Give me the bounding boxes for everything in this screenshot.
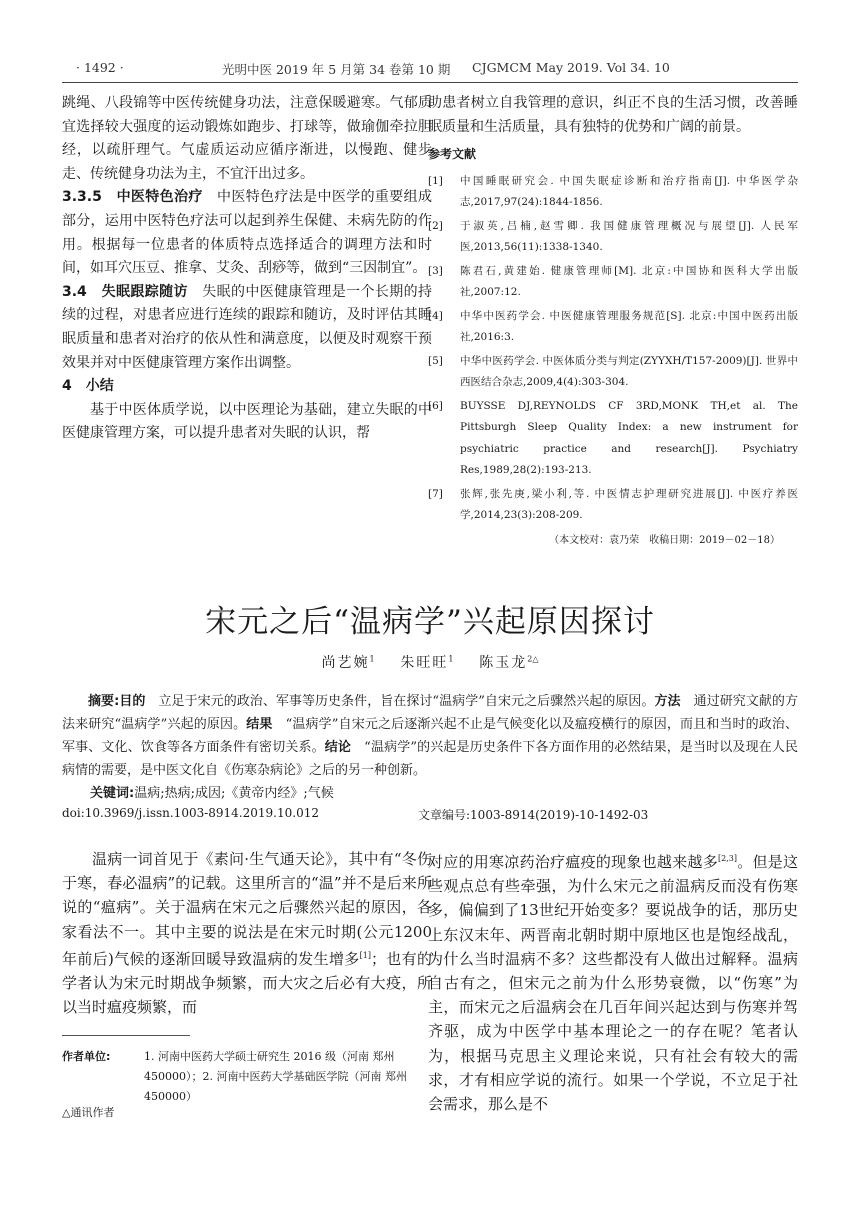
reference-item bbox=[428, 396, 798, 482]
paragraph: 温病一词首见于《素问·生气通天论》，其中有“冬伤于寒，春必温病”的记载。这里所言的“温”并不是后来所说的“瘟病”。关于温病在宋元之后骤然兴起的原因，各家看法不一。其中主要的说法是在宋元时期(公元1200年前后)气候的逐渐回暖导致温病的发生增多[1]；也有的学者认为宋元时期战争频繁，而大灾之后必有大疫，所以当时瘟疫频繁，而 bbox=[62, 850, 432, 1017]
section-text: 失眠的中医健康管理是一个长期的持续的过程，对患者应进行连续的跟踪和随访，及时评估其睡眠质量和患者对治疗的依从性和满意度，以便及时观察干预效果并对中医健康管理方案作出调整。 bbox=[62, 283, 432, 371]
reference-text: 陈君石,黄建始. 健康管理师[M]. 北京:中国协和医科大学出版社,2007:12. bbox=[460, 264, 798, 299]
left-column-top bbox=[62, 92, 432, 446]
reference-number: [1] bbox=[428, 174, 443, 187]
section-4-heading: 4 小结 bbox=[62, 378, 114, 395]
reference-item bbox=[428, 351, 798, 394]
paragraph: 助患者树立自我管理的意识，纠正不良的生活习惯，改善睡眠质量和生活质量，具有独特的优势和广阔的前景。 bbox=[428, 95, 798, 135]
reference-number: [3] bbox=[428, 264, 443, 277]
reference-text: 中国睡眠研究会. 中国失眠症诊断和治疗指南[J]. 中华医学杂志,2017,97(24):1844-1856. bbox=[460, 174, 798, 209]
header-rule bbox=[62, 82, 798, 83]
keywords: 关键词:温病;热病;成因;《黄帝内经》;气候 bbox=[90, 786, 334, 801]
paragraph: 对应的用寒凉药治疗瘟疫的现象也越来越多[2,3]。但是这些观点总有些牵强，为什么宋元之前温病反而没有伤寒多，偏偏到了13世纪开始变多？要说战争的话，那历史上东汉末年、两晋南北朝时期中原地区也是饱经战乱，为什么当时温病不多？这些都没有人做出过解释。温病自古有之，但宋元之前为什么形势衰微，以“伤寒”为主，而宋元之后温病会在几百年间兴起达到与伤寒并驾齐驱，成为中医学中基本理论之一的存在呢？笔者认为，根据马克思主义理论来说，只有社会有较大的需求，才有相应学说的流行。如果一个学说，不立足于社会需求，那么是不 bbox=[428, 853, 798, 1114]
references-heading: 参考文献 bbox=[428, 147, 477, 162]
reference-text: 中华中医药学会. 中医体质分类与判定(ZYYXH/T157-2009)[J]. 世界中西医结合杂志,2009,4(4):303-304. bbox=[460, 354, 798, 389]
reference-item bbox=[428, 171, 798, 214]
page-number: · 1492 · bbox=[76, 60, 124, 75]
reference-item bbox=[428, 261, 798, 304]
reference-number: [2] bbox=[428, 219, 443, 232]
journal-name-en: CJGMCM May 2019. Vol 34. 10 bbox=[472, 60, 670, 75]
reference-item bbox=[428, 216, 798, 259]
author-name: 陈玉龙 bbox=[479, 655, 528, 671]
journal-name-cn: 光明中医 2019 年 5 月第 34 卷第 10 期 bbox=[222, 62, 451, 77]
author-list: 尚艺婉$^1$ 朱旺旺$^1$ 陈玉龙$^{2\triangle}$ bbox=[321, 654, 539, 671]
editor-note: （本文校对：袁乃荣 收稿日期：2019－02－18） bbox=[549, 534, 780, 546]
author-name: 尚艺婉 bbox=[321, 655, 370, 671]
author-name: 朱旺旺 bbox=[400, 655, 449, 671]
section-heading: 3.4 失眠跟踪随访 bbox=[62, 283, 188, 300]
paragraph: 跳绳、八段锦等中医传统健身功法，注意保暖避寒。气郁质宜选择较大强度的运动锻炼如跑步、打球等，做瑜伽牵拉胆经，以疏肝理气。气虚质运动应循序渐进，以慢跑、健步走、传统健身功法为主，不宜汗出过多。 bbox=[62, 95, 432, 182]
footnote-label: 作者单位: bbox=[62, 1050, 111, 1063]
reference-text: 中华中医药学会. 中医健康管理服务规范[S]. 北京:中国中医药出版社,2016:3. bbox=[460, 309, 798, 344]
section-heading: 3.3.5 中医特色治疗 bbox=[62, 189, 203, 206]
reference-text: 于淑英,吕楠,赵雪卿. 我国健康管理概况与展望[J]. 人民军医,2013,56(11):1338-1340. bbox=[460, 219, 798, 254]
section-3-3-5 bbox=[62, 186, 432, 280]
right-column-top bbox=[428, 92, 798, 552]
reference-number: [7] bbox=[428, 487, 443, 500]
article-number: 文章编号:1003-8914(2019)-10-1492-03 bbox=[418, 808, 649, 822]
reference-text: BUYSSE DJ,REYNOLDS CF 3RD,MONK TH,et al. The Pittsburgh Sleep Quality Index: a new instrument for psychiatric practice and research[J]. Psychiatry Res,1989,28(2):193-213. bbox=[460, 399, 798, 477]
reference-list bbox=[428, 171, 798, 527]
footnote-rule bbox=[62, 1035, 190, 1036]
reference-number: [5] bbox=[428, 354, 443, 367]
section-3-4 bbox=[62, 281, 432, 375]
citation: [1] bbox=[359, 950, 371, 960]
paragraph: 基于中医体质学说，以中医理论为基础，建立失眠的中医健康管理方案，可以提升患者对失眠的认识，帮 bbox=[62, 401, 432, 442]
reference-item bbox=[428, 484, 798, 527]
abstract: 摘要:目的 立足于宋元的政治、军事等历史条件，旨在探讨“温病学”自宋元之后骤然兴起的原因。方法 通过研究文献的方法来研究“温病学”兴起的原因。结果 “温病学”自宋元之后逐渐兴起不止是气候变化以及瘟疫横行的原因，而且和当时的政治、军事、文化、饮食等各方面条件有密切关系。结论 “温病学”的兴起是历史条件下各方面作用的必然结果，是当时以及现在人民病情的需要，是中医文化自《伤寒杂病论》之后的另一种创新。 bbox=[62, 694, 798, 778]
reference-number: [6] bbox=[428, 399, 443, 412]
reference-text: 张辉,张先庚,梁小利,等. 中医情志护理研究进展[J]. 中医疗养医学,2014,23(3):208-209. bbox=[460, 487, 798, 522]
body-left-column bbox=[62, 847, 432, 1019]
citation: [2,3] bbox=[717, 854, 737, 863]
doi: doi:10.3969/j.issn.1003-8914.2019.10.012 bbox=[62, 806, 319, 820]
article-title: 宋元之后“温病学”兴起原因探讨 bbox=[205, 604, 655, 640]
body-right-column bbox=[428, 847, 798, 1116]
footnote-text: 1. 河南中医药大学硕士研究生 2016 级（河南 郑州 450000）；2. 河南中医药大学基础医学院（河南 郑州 450000） bbox=[144, 1050, 407, 1103]
corresponding-author-note: △通讯作者 bbox=[62, 1106, 115, 1119]
reference-item bbox=[428, 306, 798, 349]
footnote bbox=[62, 1047, 422, 1107]
reference-number: [4] bbox=[428, 309, 443, 322]
section-text: 中医特色疗法是中医学的重要组成部分，运用中医特色疗法可以起到养生保健、未病先防的作用。根据每一位患者的体质特点选择适合的调理方法和时间，如耳穴压豆、推拿、艾灸、刮痧等，做到“三因制宜”。 bbox=[62, 189, 432, 277]
